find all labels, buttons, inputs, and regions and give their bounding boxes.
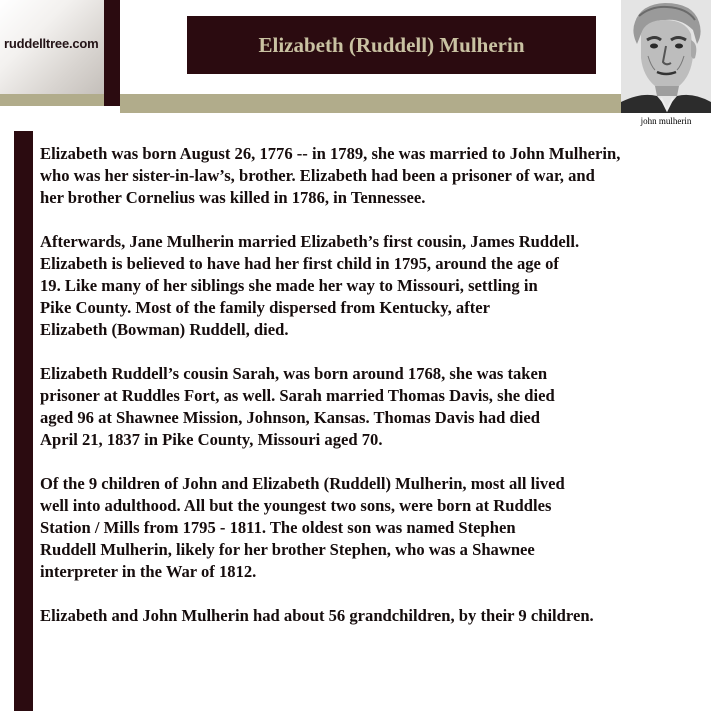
paragraph-1 [40, 143, 704, 209]
text-line: Ruddell Mulherin, likely for her brother Stephen, who was a Shawnee [40, 540, 535, 559]
text-line: interpreter in the War of 1812. [40, 562, 257, 581]
header-band [120, 94, 621, 113]
text-line: her brother Cornelius was killed in 1786, in Tennessee. [40, 188, 426, 207]
text-line: Elizabeth was born August 26, 1776 -- in 1789, she was married to John Mulherin, [40, 144, 621, 163]
portrait-illustration [621, 0, 711, 113]
title-box [187, 16, 596, 74]
text-line: Elizabeth and John Mulherin had about 56 grandchildren, by their 9 children. [40, 606, 594, 625]
text-line: who was her sister-in-law’s, brother. Elizabeth had been a prisoner of war, and [40, 166, 595, 185]
text-line: Elizabeth (Bowman) Ruddell, died. [40, 320, 289, 339]
text-line: well into adulthood. All but the youngest two sons, were born at Ruddles [40, 496, 552, 515]
logo-box [0, 0, 104, 94]
text-line: April 21, 1837 in Pike County, Missouri aged 70. [40, 430, 383, 449]
text-line: prisoner at Ruddles Fort, as well. Sarah married Thomas Davis, she died [40, 386, 555, 405]
text-line: Pike County. Most of the family dispersed from Kentucky, after [40, 298, 490, 317]
paragraph-5 [40, 605, 704, 627]
text-line: Elizabeth is believed to have had her first child in 1795, around the age of [40, 254, 559, 273]
text-line: Afterwards, Jane Mulherin married Elizabeth’s first cousin, James Ruddell. [40, 232, 580, 251]
text-line: 19. Like many of her siblings she made her way to Missouri, settling in [40, 276, 538, 295]
site-logo-text: ruddelltree.com [4, 36, 99, 51]
text-line: Station / Mills from 1795 - 1811. The oldest son was named Stephen [40, 518, 516, 537]
paragraph-4 [40, 473, 704, 583]
article-body [40, 143, 704, 627]
header-left-bar [104, 0, 120, 106]
paragraph-3 [40, 363, 704, 451]
paragraph-2 [40, 231, 704, 341]
photo-caption: john mulherin [640, 116, 692, 126]
header-band-left [0, 94, 104, 106]
text-line: aged 96 at Shawnee Mission, Johnson, Kansas. Thomas Davis had died [40, 408, 540, 427]
text-line: Of the 9 children of John and Elizabeth (Ruddell) Mulherin, most all lived [40, 474, 565, 493]
portrait-photo [621, 0, 711, 113]
text-line: Elizabeth Ruddell’s cousin Sarah, was born around 1768, she was taken [40, 364, 548, 383]
page-title: Elizabeth (Ruddell) Mulherin [258, 32, 525, 57]
content-left-bar [14, 131, 33, 711]
